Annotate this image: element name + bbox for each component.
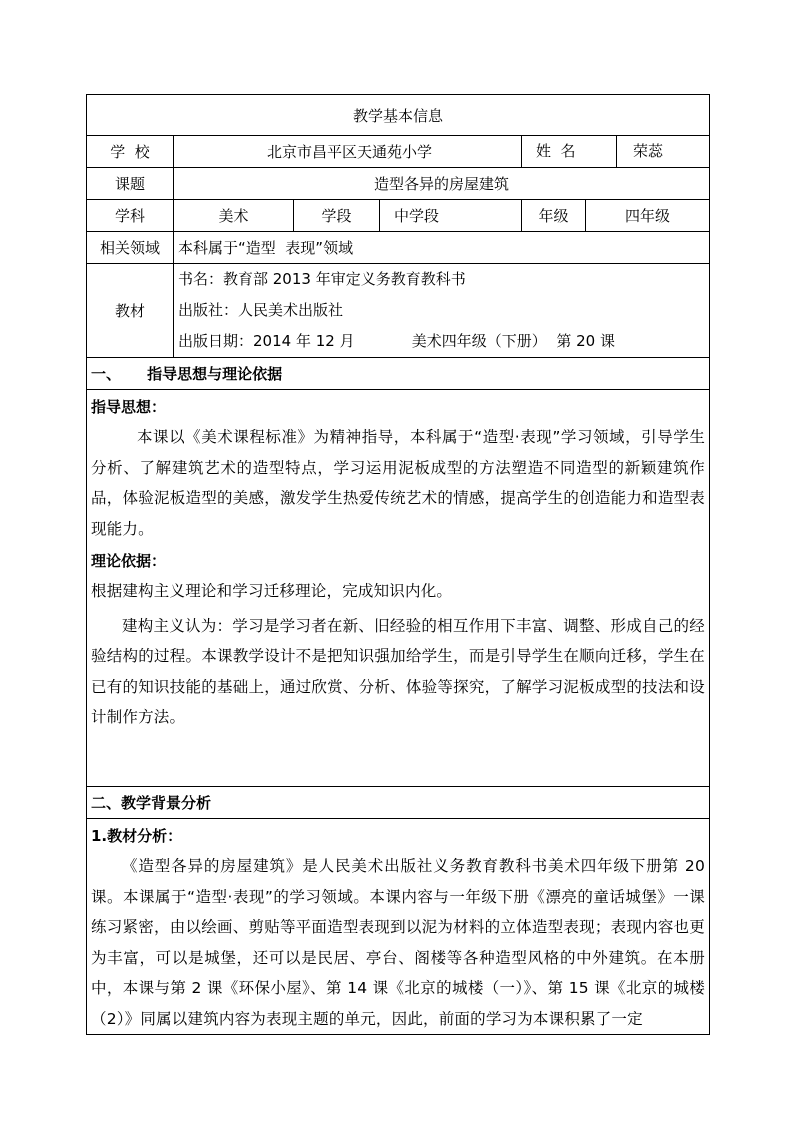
name-label: 姓 名: [522, 136, 617, 167]
guide-heading: 指导思想：: [91, 398, 167, 416]
theory-text-1: 根据建构主义理论和学习迁移理论，完成知识内化。: [91, 582, 453, 600]
basic-info-table: [86, 94, 710, 1035]
stage-value: 中学段: [380, 200, 522, 232]
section1-title: 一、 指导思想与理论依据: [87, 358, 710, 390]
guide-text: 本课以《美术课程标准》为精神指导，本科属于“造型·表现”学习领域，引导学生分析、了解建筑艺术的造型特点，学习运用泥板成型的方法塑造不同造型的新颖建筑作品，体验泥板造型的美感，激发学生热爱传统艺术的情感，提高学生的创造能力和造型表现能力。: [91, 428, 706, 538]
grade-value: 四年级: [586, 200, 710, 232]
theory-heading: 理论依据：: [91, 552, 167, 570]
material-heading: 1.教材分析：: [91, 827, 183, 845]
section2-content: [87, 819, 710, 1035]
subject-value: 美术: [174, 200, 294, 232]
textbook-info: [174, 264, 710, 358]
topic-value: 造型各异的房屋建筑: [174, 168, 710, 200]
theory-text-2: 建构主义认为：学习是学习者在新、旧经验的相互作用下丰富、调整、形成自己的经验结构的过程。本课教学设计不是把知识强加给学生，而是引导学生在顺向迁移，学生在已有的知识技能的基础上，通过欣赏、分析、体验等探究，了解学习泥板成型的技法和设计制作方法。: [91, 616, 706, 726]
topic-label: 课题: [87, 168, 174, 200]
section1-content: [87, 390, 710, 787]
textbook-line-name: 书名：教育部 2013 年审定义务教育教科书: [178, 270, 466, 288]
lesson-plan-document: [86, 94, 709, 1035]
field-value: 本科属于“造型 表现”领域: [174, 232, 710, 264]
section2-title: 二、教学背景分析: [87, 787, 710, 819]
name-value: 荣蕊: [633, 142, 664, 160]
stage-label: 学段: [294, 200, 380, 232]
textbook-line-publisher: 出版社：人民美术出版社: [178, 301, 344, 319]
grade-label: 年级: [522, 200, 586, 232]
school-label: 学 校: [87, 136, 174, 168]
table-title: 教学基本信息: [87, 95, 710, 136]
textbook-line-date: 出版日期：2014 年 12 月 美术四年级（下册） 第 20 课: [178, 332, 615, 350]
name-cell: [522, 136, 710, 168]
school-value: 北京市昌平区天通苑小学: [174, 136, 522, 168]
textbook-label: 教材: [87, 264, 174, 358]
subject-label: 学科: [87, 200, 174, 232]
material-text: 《造型各异的房屋建筑》是人民美术出版社义务教育教科书美术四年级下册第 20 课。本课属于“造型·表现”的学习领域。本课内容与一年级下册《漂亮的童话城堡》一课练习紧密，由以绘画、剪贴等平面造型表现到以泥为材料的立体造型表现；表现内容也更为丰富，可以是城堡，还可以是民居、亭台、阁楼等各种造型风格的中外建筑。在本册中，本课与第 2 课《环保小屋》、第 14 课《北京的城楼（一）》、第 15 课《北京的城楼（2）》同属以建筑内容为表现主题的单元，因此，前面的学习为本课积累了一定: [91, 857, 706, 1028]
field-label: 相关领域: [87, 232, 174, 264]
